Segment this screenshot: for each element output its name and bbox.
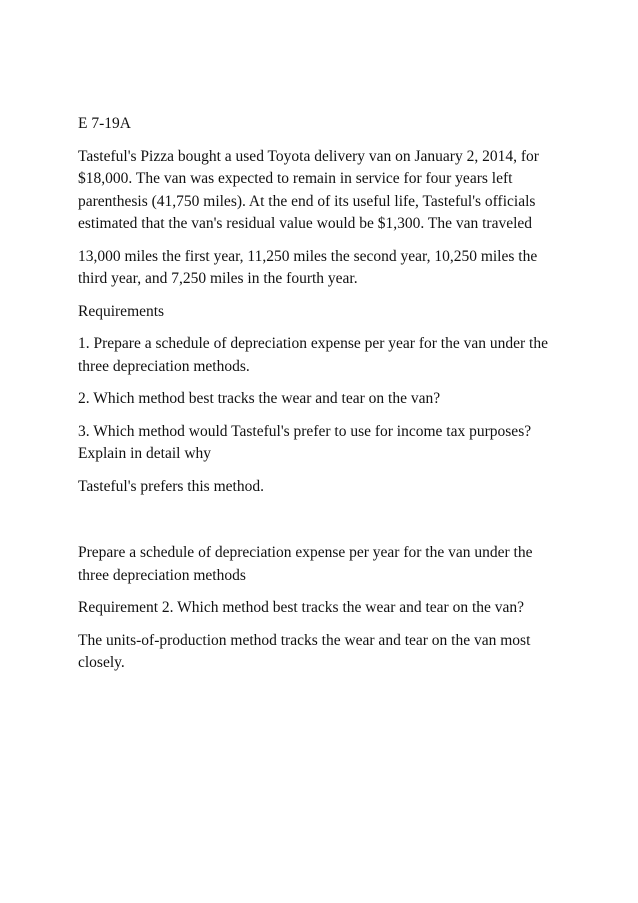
requirement-1: 1. Prepare a schedule of depreciation expense per year for the van under the three depreciation methods. [78, 335, 548, 375]
requirement-3-continued: Tasteful's prefers this method. [78, 477, 264, 495]
answer-2: The units-of-production method tracks the wear and tear on the van most closely. [78, 631, 531, 671]
answer-1: Prepare a schedule of depreciation expense per year for the van under the three depreciation methods [78, 544, 533, 584]
mileage-paragraph: 13,000 miles the first year, 11,250 miles the second year, 10,250 miles the third year, and 7,250 miles in the fourth year. [78, 247, 538, 287]
answer-2-heading: Requirement 2. Which method best tracks the wear and tear on the van? [78, 599, 525, 616]
requirement-3: 3. Which method would Tasteful's prefer to use for income tax purposes? Explain in detail why [78, 422, 532, 462]
document-body [78, 113, 558, 685]
requirement-2: 2. Which method best tracks the wear and tear on the van? [78, 390, 441, 407]
exercise-heading: E 7-19A [78, 115, 131, 132]
problem-intro: Tasteful's Pizza bought a used Toyota delivery van on January 2, 2014, for $18,000. The van was expected to remain in service for four years left parenthesis (41,750 miles). At the end of its useful life, Tasteful's officials estimated that the van's residual value would be $1,300. The van traveled [78, 147, 539, 232]
requirements-heading: Requirements [78, 302, 165, 320]
